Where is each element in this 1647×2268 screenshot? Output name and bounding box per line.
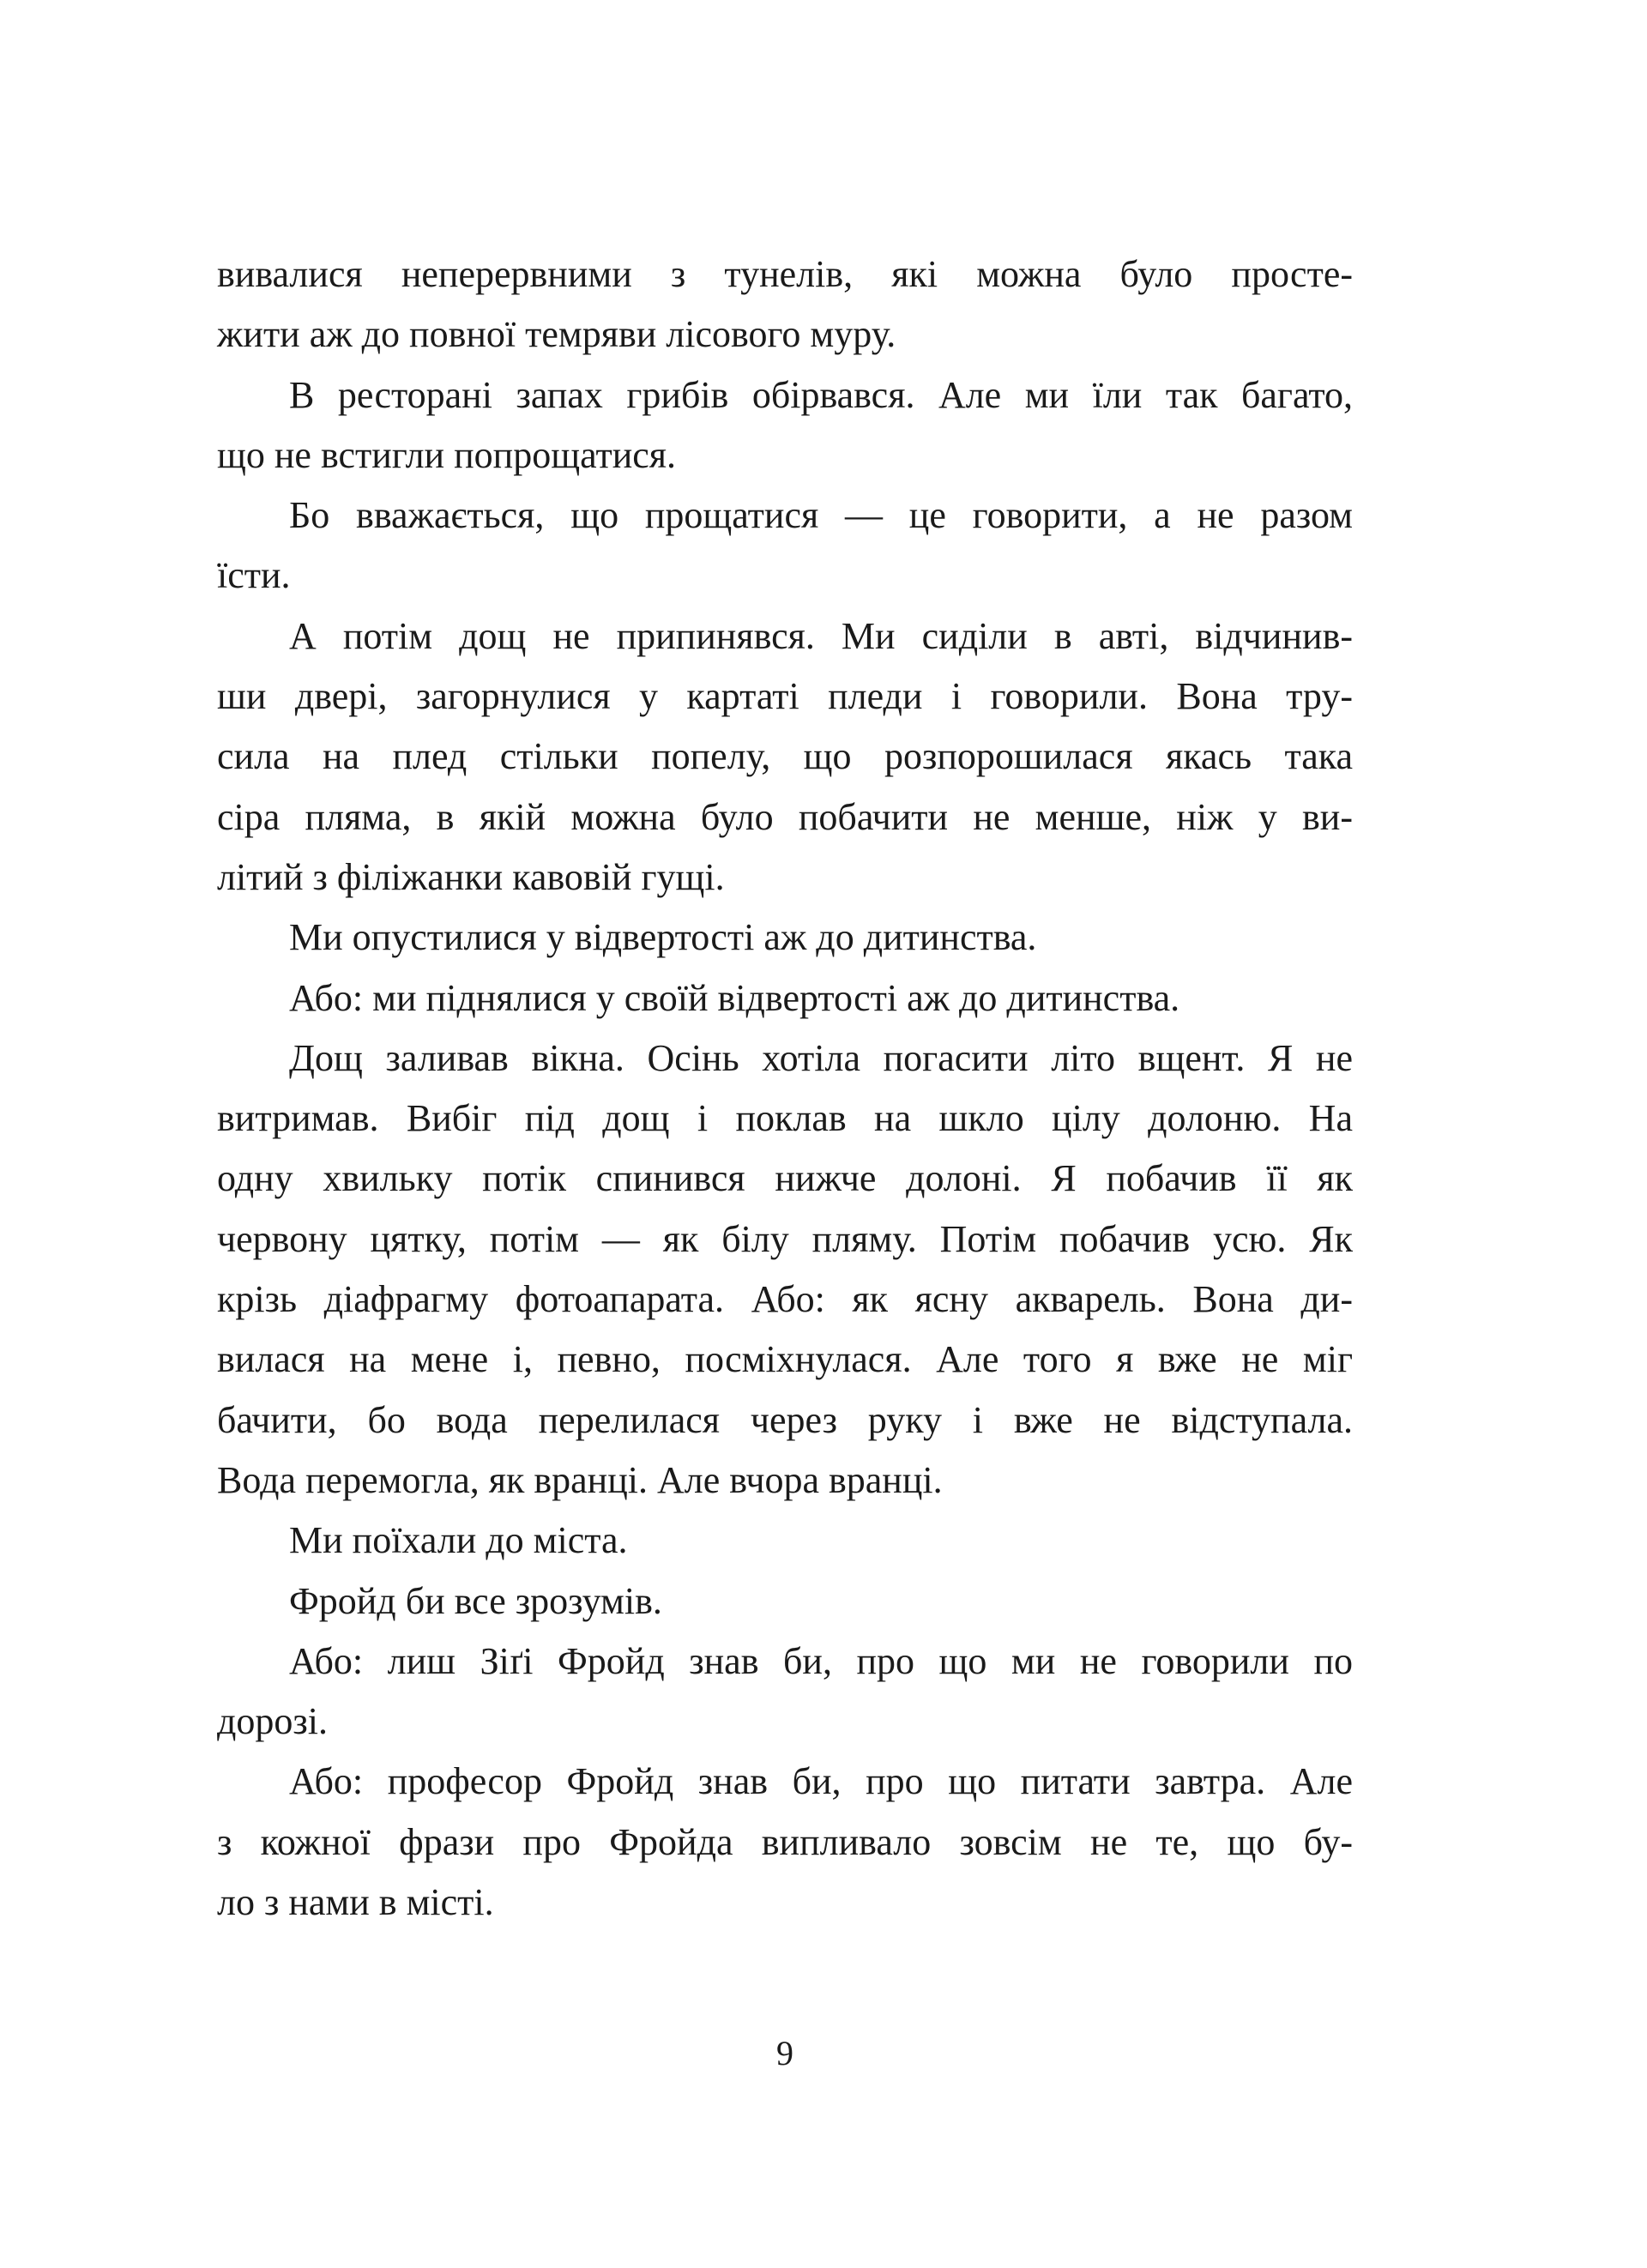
text-line: сіра пляма, в якій можна було побачити не менше, ніж у ви- bbox=[217, 795, 1353, 838]
paragraph bbox=[217, 1752, 1353, 1933]
page-body-text bbox=[217, 244, 1353, 1933]
text-line: Або: лиш Зіґі Фройд знав би, про що ми не говорили по bbox=[289, 1639, 1353, 1682]
text-line: жити аж до повної темряви лісового муру. bbox=[217, 313, 896, 356]
text-line: крізь діафрагму фотоапарата. Або: як ясну акварель. Вона ди- bbox=[217, 1278, 1353, 1321]
text-line: Дощ заливав вікна. Осінь хотіла погасити літо вщент. Я не bbox=[289, 1036, 1353, 1079]
paragraph bbox=[217, 244, 1353, 365]
text-line: що не встигли попрощатися. bbox=[217, 433, 677, 476]
paragraph bbox=[217, 1511, 1353, 1571]
paragraph bbox=[217, 1028, 1353, 1511]
text-line: А потім дощ не припинявся. Ми сиділи в авті, відчинив- bbox=[289, 614, 1353, 657]
paragraph bbox=[217, 486, 1353, 606]
text-line: літий з філіжанки кавовій гущі. bbox=[217, 855, 725, 898]
text-line: Бо вважається, що прощатися — це говорити, а не разом bbox=[289, 494, 1353, 537]
text-line: вилася на мене і, певно, посміхнулася. Але того я вже не міг bbox=[217, 1338, 1353, 1381]
text-line: Ми опустилися у відвертості аж до дитинства. bbox=[289, 916, 1037, 959]
text-line: Ми поїхали до міста. bbox=[289, 1519, 628, 1562]
text-line: ши двері, загорнулися у картаті пледи і говорили. Вона тру- bbox=[217, 675, 1353, 718]
paragraph bbox=[217, 606, 1353, 908]
text-line: Або: професор Фройд знав би, про що питати завтра. Але bbox=[289, 1760, 1353, 1803]
paragraph bbox=[217, 1632, 1353, 1752]
text-line: вивалися неперервними з тунелів, які можна було просте- bbox=[217, 253, 1353, 295]
text-line: Вода перемогла, як вранці. Але вчора вранці. bbox=[217, 1458, 943, 1501]
text-line: витримав. Вибіг під дощ і поклав на шкло цілу долоню. На bbox=[217, 1097, 1353, 1140]
text-line: червону цятку, потім — як білу пляму. Потім побачив усю. Як bbox=[217, 1217, 1353, 1260]
text-line: Фройд би все зрозумів. bbox=[289, 1579, 662, 1622]
paragraph bbox=[217, 908, 1353, 968]
text-line: В ресторані запах грибів обірвався. Але ми їли так багато, bbox=[289, 373, 1353, 416]
text-line: сила на плед стільки попелу, що розпорошилася якась така bbox=[217, 735, 1353, 778]
text-line: бачити, бо вода перелилася через руку і вже не відступала. bbox=[217, 1398, 1353, 1441]
text-line: Або: ми піднялися у своїй відвертості аж до дитинства. bbox=[289, 976, 1180, 1019]
text-line: дорозі. bbox=[217, 1700, 328, 1743]
text-line: ло з нами в місті. bbox=[217, 1881, 494, 1924]
text-line: їсти. bbox=[217, 554, 291, 597]
text-line: з кожної фрази про Фройда випливало зовсім не те, що бу- bbox=[217, 1820, 1353, 1863]
paragraph bbox=[217, 1571, 1353, 1632]
text-line: одну хвильку потік спинився нижче долоні. Я побачив її як bbox=[217, 1157, 1353, 1200]
paragraph bbox=[217, 968, 1353, 1028]
paragraph bbox=[217, 365, 1353, 486]
page-number: 9 bbox=[776, 2034, 793, 2072]
